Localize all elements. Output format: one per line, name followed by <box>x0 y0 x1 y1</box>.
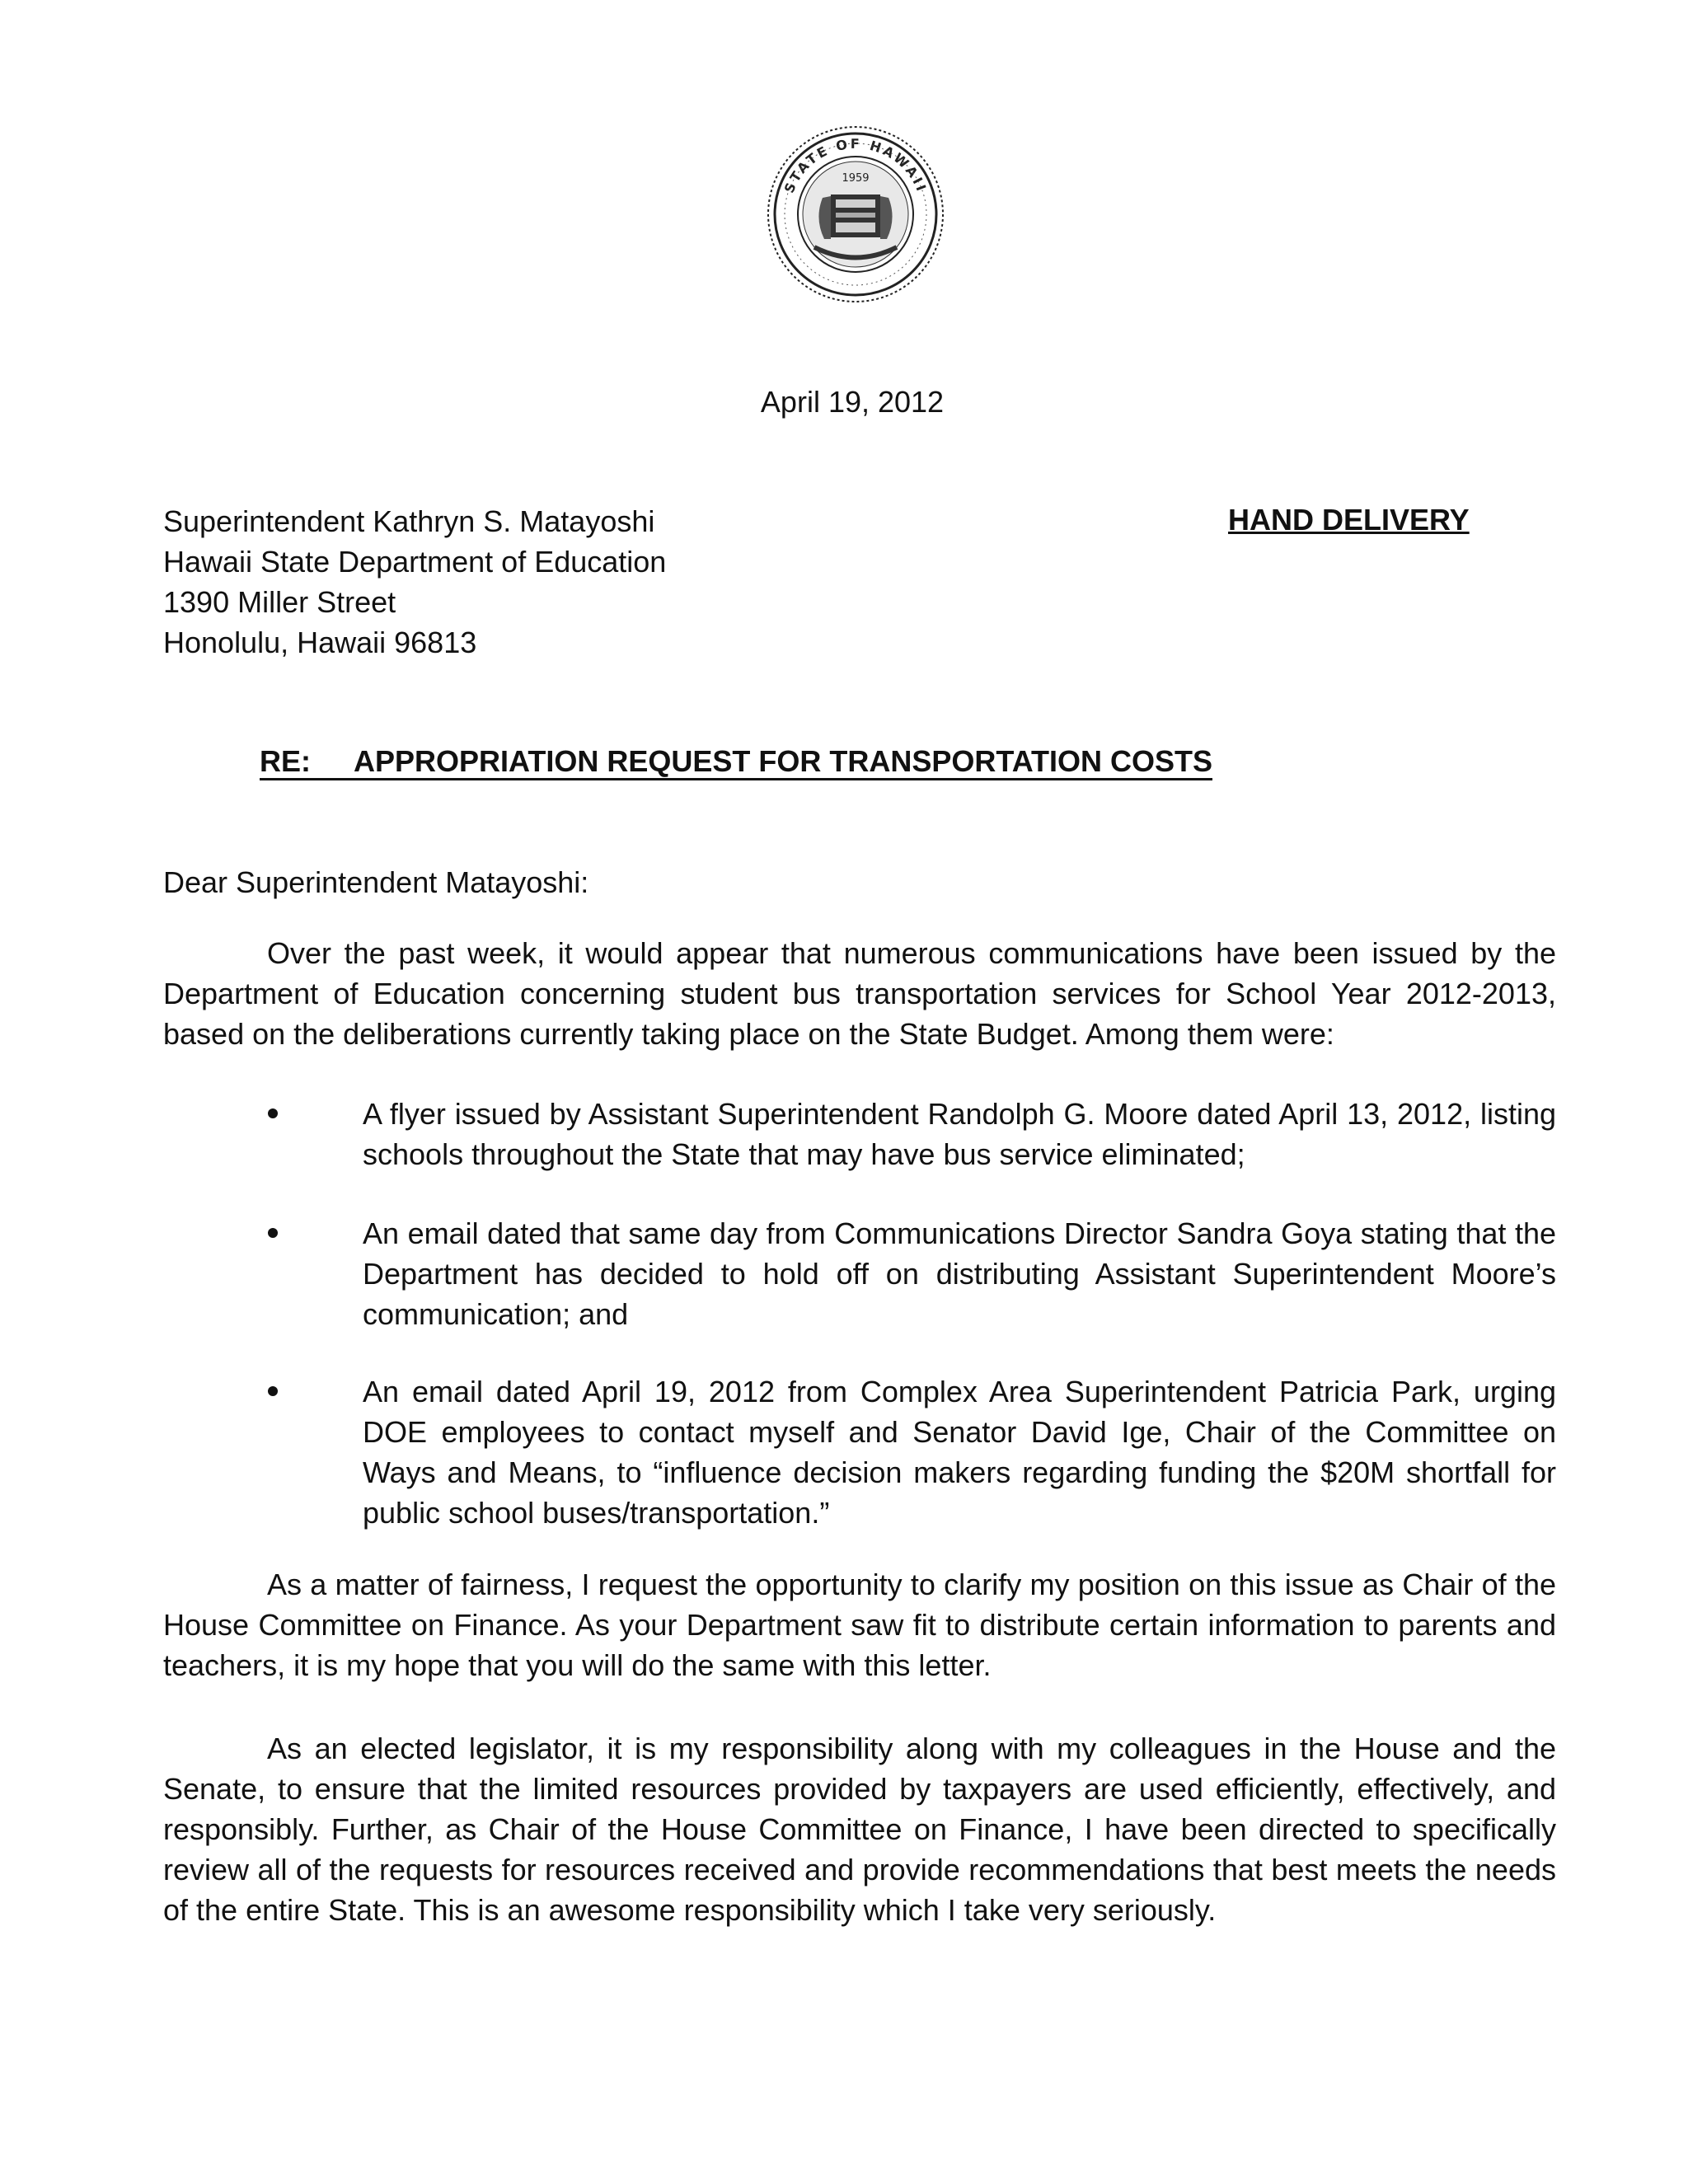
intro-paragraph: Over the past week, it would appear that numerous communications have been issued by the Department of Education concerning student bus transportation services for School Year 2012-2013, based on the deliberations currently taking place on the State Budget. Among them were: <box>163 936 1556 1051</box>
recipient-street: 1390 Miller Street <box>163 585 396 619</box>
recipient-address <box>163 501 666 663</box>
bullet-icon <box>268 1386 278 1396</box>
subject-line <box>260 744 1212 780</box>
delivery-method: HAND DELIVERY <box>1228 503 1470 537</box>
list-item-text: An email dated that same day from Communications Director Sandra Goya stating that the Department has decided to hold off on distributing Assistant Superintendent Moore’s communication; and <box>363 1216 1556 1331</box>
bullet-icon <box>268 1228 278 1238</box>
recipient-name: Superintendent Kathryn S. Matayoshi <box>163 504 655 538</box>
list-item-text: An email dated April 19, 2012 from Complex Area Superintendent Patricia Park, urging DOE employees to contact myself and Senator David Ige, Chair of the Committee on Ways and Means, to “influence decision makers regarding funding the $20M shortfall for public school buses/transportation.” <box>363 1375 1556 1530</box>
recipient-city: Honolulu, Hawaii 96813 <box>163 626 477 659</box>
bullet-icon <box>268 1108 278 1118</box>
list-item-text: A flyer issued by Assistant Superintendent Randolph G. Moore dated April 13, 2012, listing schools throughout the State that may have bus service eliminated; <box>363 1097 1556 1171</box>
letter-date: April 19, 2012 <box>760 385 945 419</box>
responsibility-paragraph: As an elected legislator, it is my responsibility along with my colleagues in the House and the Senate, to ensure that the limited resources provided by taxpayers are used efficiently, effectively, and responsibly. Further, as Chair of the House Committee on Finance, I have been directed to specifically review all of the requests for resources received and provide recommendations that best meets the needs of the entire State. This is an awesome responsibility which I take very seriously. <box>163 1732 1556 1927</box>
subject-text: APPROPRIATION REQUEST FOR TRANSPORTATION COSTS <box>354 747 1212 780</box>
recipient-organization: Hawaii State Department of Education <box>163 545 667 579</box>
fairness-paragraph: As a matter of fairness, I request the opportunity to clarify my position on this issue as Chair of the House Committee on Finance. As your Department saw fit to distribute certain information to parents and teachers, it is my hope that you will do the same with this letter. <box>163 1568 1556 1682</box>
svg-text:STATE OF HAWAII: STATE OF HAWAII <box>781 135 931 195</box>
svg-text:1959: 1959 <box>842 172 870 185</box>
salutation: Dear Superintendent Matayoshi: <box>163 865 589 899</box>
hawaii-state-seal-icon <box>765 124 946 305</box>
re-label: RE: <box>260 747 360 780</box>
